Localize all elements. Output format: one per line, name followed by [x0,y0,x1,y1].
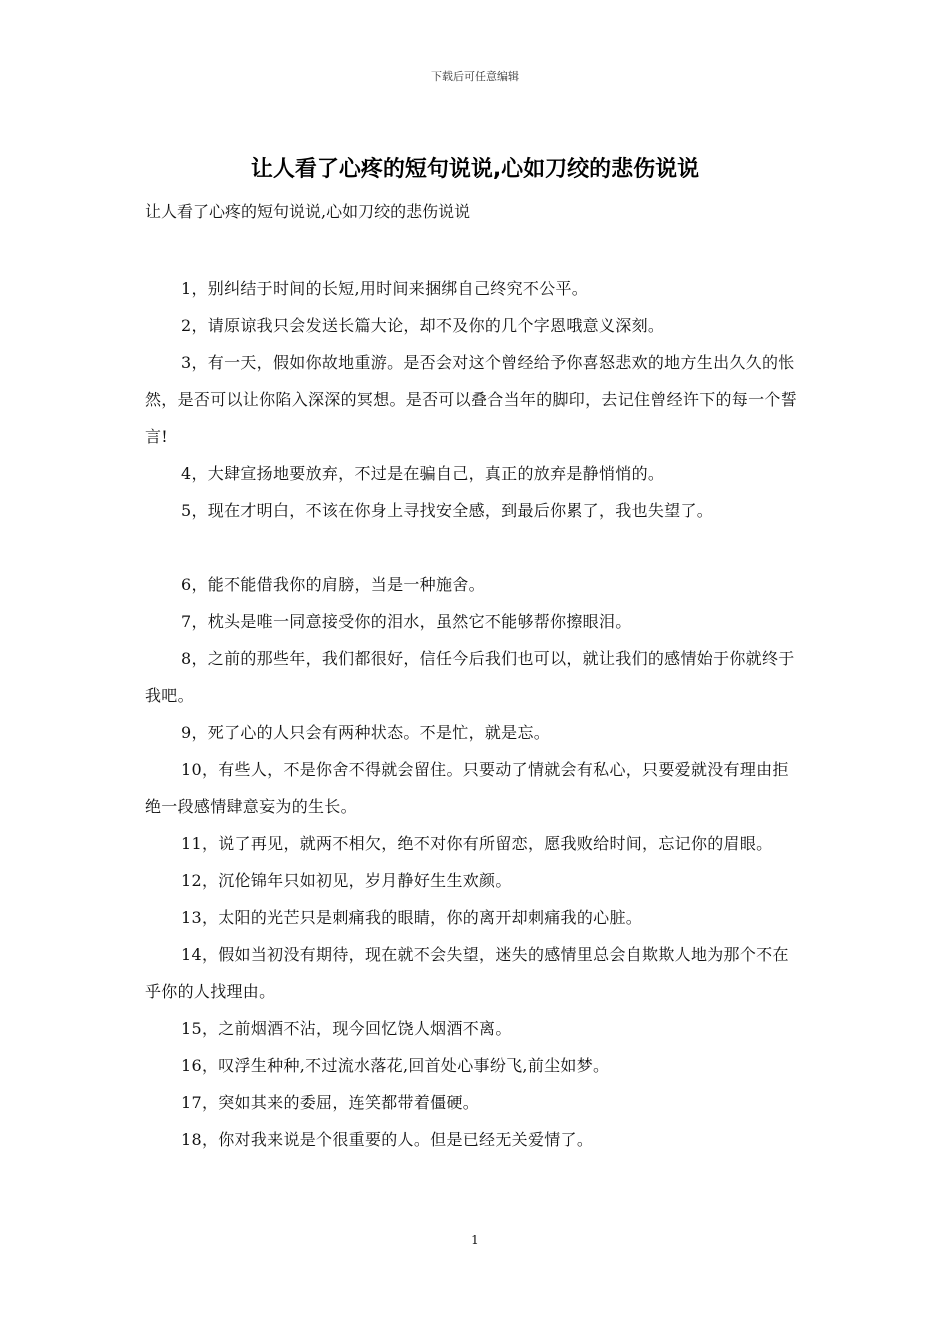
paragraph-17: 17，突如其来的委屈，连笑都带着僵硬。 [181,1093,480,1112]
paragraph-12: 12，沉伦锦年只如初见，岁月静好生生欢颜。 [181,871,512,890]
paragraph-9: 9，死了心的人只会有两种状态。不是忙，就是忘。 [181,723,551,742]
paragraph-13: 13，太阳的光芒只是刺痛我的眼睛，你的离开却刺痛我的心脏。 [181,908,643,927]
paragraph-2: 2，请原谅我只会发送长篇大论，却不及你的几个字恩哦意义深刻。 [181,316,665,335]
paragraph-3: 3，有一天，假如你故地重游。是否会对这个曾经给予你喜怒悲欢的地方生出久久的怅然，是否可以让你陷入深深的冥想。是否可以叠合当年的脚印，去记住曾经许下的每一个誓言! [145,353,798,446]
document-body [145,270,805,1158]
header-note: 下载后可任意编辑 [431,70,519,83]
paragraph-1: 1，别纠结于时间的长短,用时间来捆绑自己终究不公平。 [181,279,589,298]
paragraph-10: 10，有些人，不是你舍不得就会留住。只要动了情就会有私心，只要爱就没有理由拒绝一段感情肆意妄为的生长。 [145,760,789,816]
paragraph-14: 14，假如当初没有期待，现在就不会失望，迷失的感情里总会自欺欺人地为那个不在乎你的人找理由。 [145,945,789,1001]
paragraph-8: 8，之前的那些年，我们都很好，信任今后我们也可以，就让我们的感情始于你就终于我吧。 [145,649,795,705]
paragraph-16: 16，叹浮生种种,不过流水落花,回首处心事纷飞,前尘如梦。 [181,1056,610,1075]
document-title: 让人看了心疼的短句说说,心如刀绞的悲伤说说 [250,157,700,182]
paragraph-15: 15，之前烟酒不沾，现今回忆饶人烟酒不离。 [181,1019,512,1038]
paragraph-4: 4，大肆宣扬地要放弃，不过是在骗自己，真正的放弃是静悄悄的。 [181,464,665,483]
page-number: 1 [471,1233,479,1247]
paragraph-18: 18，你对我来说是个很重要的人。但是已经无关爱情了。 [181,1130,594,1149]
paragraph-11: 11，说了再见，就两不相欠，绝不对你有所留恋，愿我败给时间，忘记你的眉眼。 [181,834,773,853]
document-subtitle: 让人看了心疼的短句说说,心如刀绞的悲伤说说 [145,202,471,221]
paragraph-6: 6，能不能借我你的肩膀，当是一种施舍。 [181,575,485,594]
paragraph-5: 5，现在才明白，不该在你身上寻找安全感，到最后你累了，我也失望了。 [181,501,714,520]
paragraph-7: 7，枕头是唯一同意接受你的泪水，虽然它不能够帮你擦眼泪。 [181,612,632,631]
paragraph-gap [145,529,805,566]
